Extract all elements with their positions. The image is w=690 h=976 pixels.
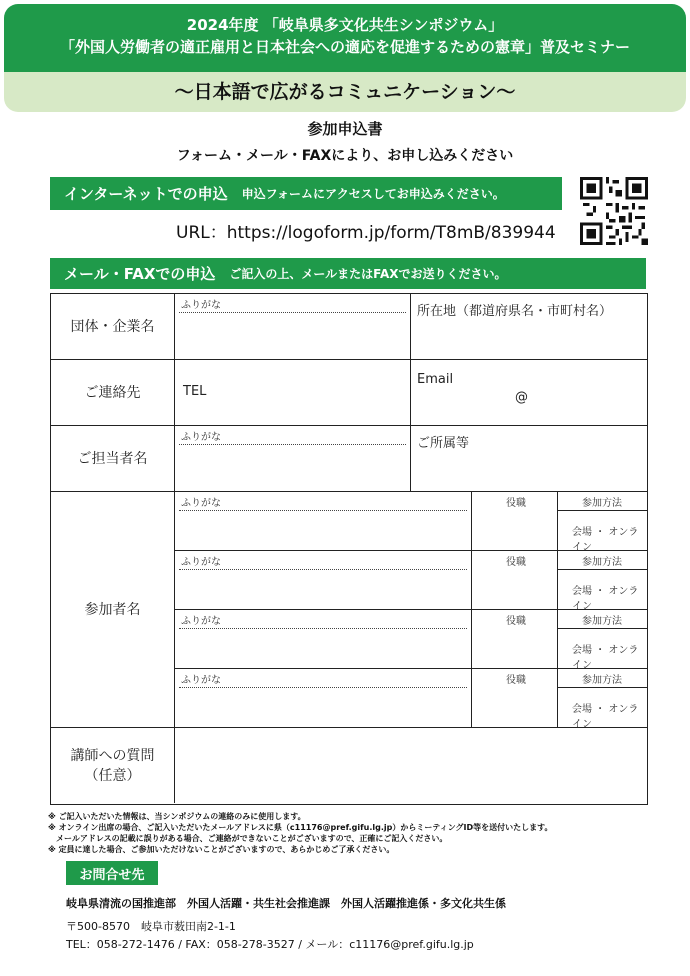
method-label: 参加方法	[582, 616, 622, 627]
participant-role-field[interactable]	[472, 492, 558, 551]
furigana-divider	[179, 510, 467, 511]
furigana-divider	[179, 444, 406, 445]
method-label: 参加方法	[582, 675, 622, 686]
note-item: ※ オンライン出席の場合、ご記入いただいたメールアドレスに県（c11176@pref.gifu.lg.jp）からミーティングID等を送付いたします。	[48, 823, 553, 832]
note-item: メールアドレスの記載に誤りがある場合、ご連絡ができないことがございますので、正確にご記入ください。	[48, 834, 448, 843]
participant-role-field[interactable]	[472, 669, 558, 728]
mailfax-note: ご記入の上、メールまたはFAXでお送りください。	[229, 267, 507, 281]
mailfax-heading-bar	[50, 258, 646, 289]
org-label-text: 団体・企業名	[70, 318, 155, 335]
note-item: ※ 定員に達した場合、ご参加いただけないことがございますので、あらかじめご了承ください。	[48, 845, 395, 854]
participant-name-field[interactable]	[175, 610, 472, 669]
internet-heading-bar	[50, 177, 562, 210]
address-field[interactable]	[411, 294, 647, 360]
method-options[interactable]: 会場 ・ オンライン	[572, 645, 639, 671]
question-field[interactable]	[175, 728, 647, 803]
role-label: 役職	[506, 498, 526, 509]
internet-heading: インターネットでの申込	[64, 185, 228, 203]
tel-field[interactable]	[175, 360, 411, 426]
header-line1: 2024年度 「岐阜県多文化共生シンポジウム」	[186, 16, 504, 34]
furigana-divider	[179, 628, 467, 629]
header-line2: 「外国人労働者の適正雇用と日本社会への適応を促進するための憲章」普及セミナー	[59, 38, 630, 56]
furigana-label: ふりがな	[181, 498, 221, 509]
org-name-field[interactable]	[175, 294, 411, 360]
person-name-field[interactable]	[175, 426, 411, 492]
question-label-line2: （任意）	[84, 767, 141, 784]
contact-department: 岐阜県清流の国推進部 外国人活躍・共生社会推進課 外国人活躍推進係・多文化共生係	[66, 897, 506, 910]
furigana-label: ふりがな	[181, 616, 221, 627]
participant-label-text: 参加者名	[84, 601, 141, 618]
department-field[interactable]	[411, 426, 647, 492]
contact-phone[interactable]: TEL：058-272-1476 / FAX：058-278-3527 / メール：c11176@pref.gifu.lg.jp	[66, 938, 474, 951]
note-item: ※ ご記入いただいた情報は、当シンポジウムの連絡のみに使用します。	[48, 812, 306, 821]
person-label	[51, 426, 175, 492]
furigana-divider	[179, 687, 467, 688]
participant-name-field[interactable]	[175, 492, 472, 551]
method-divider	[558, 687, 647, 688]
person-label-text: ご担当者名	[77, 450, 148, 467]
method-divider	[558, 628, 647, 629]
participation-method-field[interactable]	[558, 610, 647, 669]
participation-method-field[interactable]	[558, 669, 647, 728]
contact-heading: お問合せ先	[66, 861, 158, 885]
participant-role-field[interactable]	[472, 551, 558, 610]
method-options[interactable]: 会場 ・ オンライン	[572, 586, 639, 612]
method-label: 参加方法	[582, 557, 622, 568]
method-divider	[558, 510, 647, 511]
contact-address: 〒500-8570 岐阜市薮田南2-1-1	[66, 920, 236, 933]
participant-name-field[interactable]	[175, 669, 472, 728]
role-label: 役職	[506, 616, 526, 627]
role-label: 役職	[506, 675, 526, 686]
method-options[interactable]: 会場 ・ オンライン	[572, 527, 639, 553]
participation-method-field[interactable]	[558, 551, 647, 610]
form-subtitle: フォーム・メール・FAXにより、お申し込みください	[176, 148, 514, 164]
form-url[interactable]: URL：https://logoform.jp/form/T8mB/839944	[176, 223, 556, 243]
furigana-label: ふりがな	[181, 557, 221, 568]
furigana-label: ふりがな	[181, 432, 221, 443]
participant-name-field[interactable]	[175, 551, 472, 610]
participant-role-field[interactable]	[472, 610, 558, 669]
question-label-line1: 講師への質問	[70, 747, 155, 764]
address-label: 所在地（都道府県名・市町村名）	[417, 304, 613, 319]
furigana-label: ふりがな	[181, 300, 221, 311]
email-at-sign: @	[515, 390, 528, 405]
question-label	[51, 728, 175, 803]
method-options[interactable]: 会場 ・ オンライン	[572, 704, 639, 730]
header-banner	[4, 4, 686, 112]
contact-label-text: ご連絡先	[84, 384, 141, 401]
mailfax-heading: メール・FAXでの申込	[64, 265, 216, 283]
org-label	[51, 294, 175, 360]
participant-label	[51, 492, 175, 728]
qr-code-icon	[580, 177, 648, 245]
tel-label: TEL	[183, 384, 207, 399]
email-field[interactable]	[411, 360, 647, 426]
furigana-label: ふりがな	[181, 675, 221, 686]
role-label: 役職	[506, 557, 526, 568]
form-title: 参加申込書	[307, 120, 383, 138]
notes	[48, 811, 553, 855]
participation-method-field[interactable]	[558, 492, 647, 551]
furigana-divider	[179, 569, 467, 570]
email-label: Email	[417, 372, 454, 387]
internet-note: 申込フォームにアクセスしてお申込みください。	[241, 187, 505, 201]
header-title-block	[4, 4, 686, 72]
method-label: 参加方法	[582, 498, 622, 509]
application-form-table	[50, 293, 648, 805]
contact-label	[51, 360, 175, 426]
header-subtitle: ～日本語で広がるコミュニケーション～	[4, 72, 686, 112]
method-divider	[558, 569, 647, 570]
furigana-divider	[179, 312, 406, 313]
department-label: ご所属等	[417, 436, 470, 451]
